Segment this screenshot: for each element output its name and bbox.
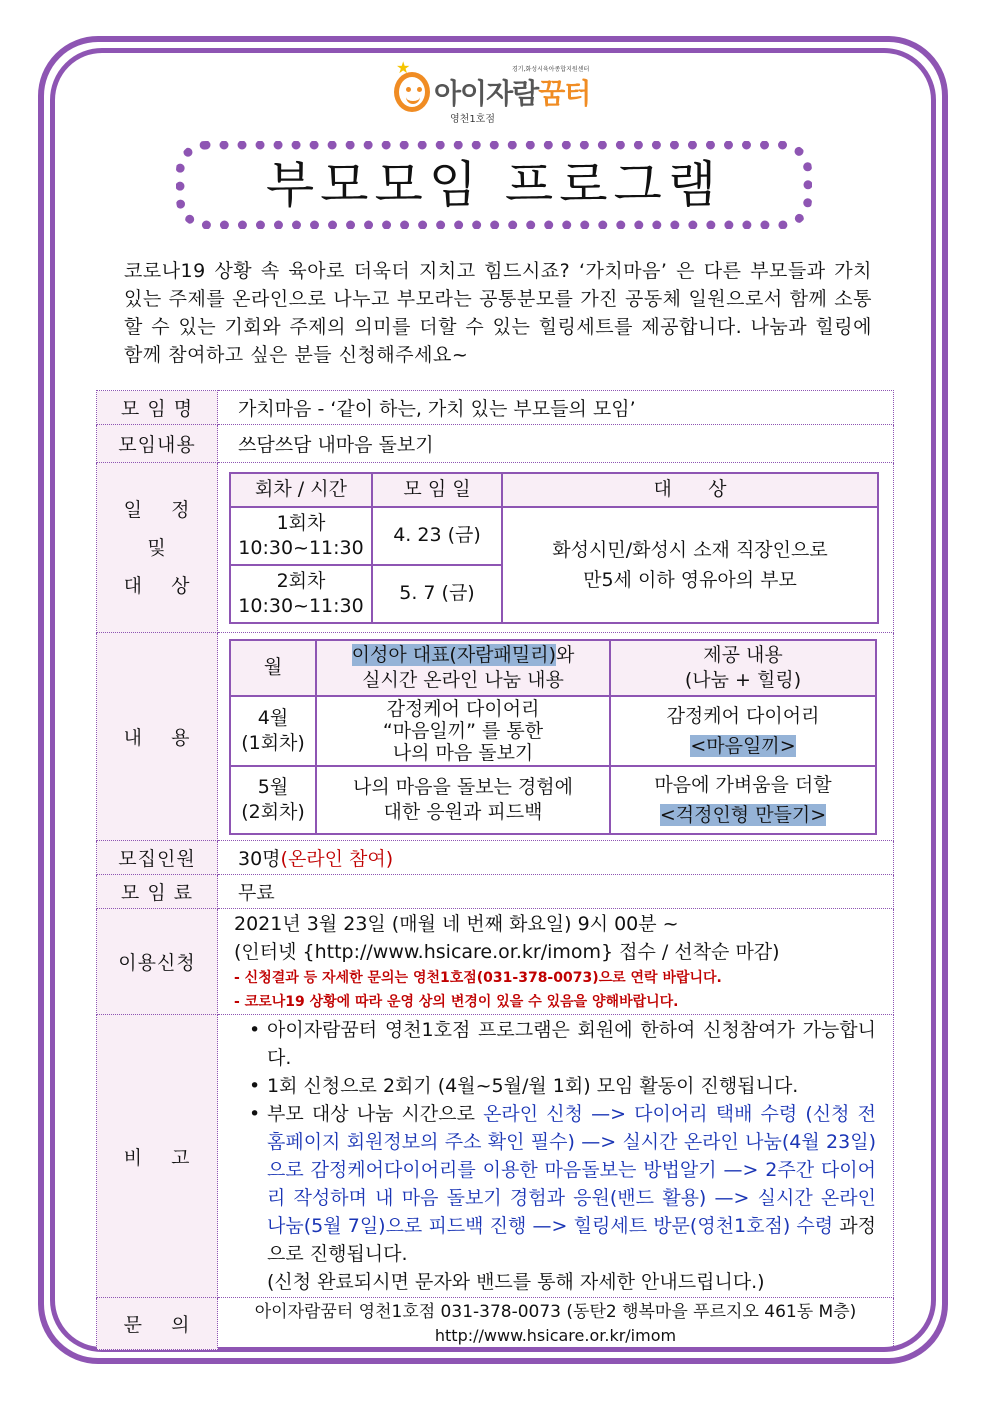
schedule-session: 1회차 10:30~11:30 bbox=[230, 507, 372, 565]
intro-paragraph: 코로나19 상황 속 육아로 더욱더 지치고 힘드시죠? ‘가치마음’ 은 다른 부모들과 가치 있는 주제를 온라인으로 나누고 부모라는 공통분모를 가진 공동체 일원으로서 함께 소통할 수 있는 기회와 주제의 의미를 더할 수 있는 힐링세트를 제공합니다. 나눔과 힐링에 함께 참여하고 싶은 분들 신청해주세요~ bbox=[124, 260, 872, 366]
row-recruit bbox=[97, 841, 894, 875]
schedule-date: 5. 7 (금) bbox=[372, 565, 502, 623]
recruit-label: 모집인원 bbox=[97, 841, 218, 875]
row-fee bbox=[97, 875, 894, 909]
row-remarks bbox=[97, 1015, 894, 1298]
row-content bbox=[97, 633, 894, 841]
star-icon: ★ bbox=[396, 58, 411, 77]
content-mid: 나의 마음을 돌보는 경험에 대한 응원과 피드백 bbox=[316, 766, 610, 834]
smiley-face-icon bbox=[394, 72, 430, 112]
row-apply bbox=[97, 909, 894, 1015]
remark-item: • 부모 대상 나눔 시간으로 온라인 신청 —> 다이어리 택배 수령 (신청 전 홈페이지 회원정보의 주소 확인 필수) —> 실시간 온라인 나눔(4월 23일)으로 감정케어다이어리를 이용한 마음돌보는 방법알기 —> 2주간 다이어리 작성하며 내 마음 돌보기 경험과 응원(밴드 활용) —> 실시간 온라인 나눔(5월 7일)으로 피드백 진행 —> 힐링세트 방문(영천1호점) 수령 과정으로 진행됩니다. (신청 완료되시면 문자와 밴드를 통해 자세한 안내드립니다.) bbox=[249, 1100, 876, 1296]
content-header-right: 제공 내용 (나눔 + 힐링) bbox=[610, 640, 876, 696]
logo bbox=[390, 58, 620, 128]
content-row bbox=[230, 696, 876, 766]
logo-name: 아이자람꿈터 bbox=[434, 77, 591, 110]
content-month: 4월 (1회차) bbox=[230, 696, 316, 766]
remarks-label: 비 고 bbox=[97, 1015, 218, 1298]
schedule-row bbox=[230, 507, 878, 565]
apply-value: 2021년 3월 23일 (매월 네 번째 화요일) 9시 00분 ~ (인터넷 {http://www.hsicare.or.kr/imom} 접수 / 선착순 마감) - 신청결과 등 자세한 문의는 영천1호점(031-378-0073)으로 연락 바랍니다. - 코로나19 상황에 따라 운영 상의 변경이 있을 수 있음을 양해바랍니다. bbox=[218, 909, 894, 1015]
fee-label: 모 임 료 bbox=[97, 875, 218, 909]
remarks-list bbox=[219, 1016, 892, 1296]
row-content-title bbox=[97, 425, 894, 463]
row-schedule bbox=[97, 463, 894, 633]
schedule-target: 화성시민/화성시 소재 직장인으로 만5세 이하 영유아의 부모 bbox=[502, 507, 878, 623]
content-mid: 감정케어 다이어리 “마음일끼” 를 통한 나의 마음 돌보기 bbox=[316, 696, 610, 766]
schedule-cell bbox=[218, 463, 894, 633]
recruit-value: 30명(온라인 참여) bbox=[218, 841, 894, 875]
schedule-label: 일 정 및 대 상 bbox=[97, 463, 218, 633]
content-right: 감정케어 다이어리 <마음일끼> bbox=[610, 696, 876, 766]
remark-item: • 아이자람꿈터 영천1호점 프로그램은 회원에 한하여 신청참여가 가능합니다. bbox=[249, 1016, 876, 1072]
schedule-header-session: 회차 / 시간 bbox=[230, 473, 372, 507]
schedule-table bbox=[229, 472, 879, 624]
remark-item: • 1회 신청으로 2회기 (4월~5월/월 1회) 모임 활동이 진행됩니다. bbox=[249, 1072, 876, 1100]
logo-branch: 영천1호점 bbox=[450, 114, 496, 125]
content-cell bbox=[218, 633, 894, 841]
apply-label: 이용신청 bbox=[97, 909, 218, 1015]
meeting-name-value: 가치마음 - ‘같이 하는, 가치 있는 부모들의 모임’ bbox=[218, 391, 894, 425]
content-month: 5월 (2회차) bbox=[230, 766, 316, 834]
content-right: 마음에 가벼움을 더할 <걱정인형 만들기> bbox=[610, 766, 876, 834]
logo-org: 경기,화성시육아종합지원센터 bbox=[512, 66, 590, 73]
content-header-month: 월 bbox=[230, 640, 316, 696]
content-label: 내 용 bbox=[97, 633, 218, 841]
content-title-label: 모임내용 bbox=[97, 425, 218, 463]
page-title: 부모모임 프로그램 bbox=[265, 156, 723, 214]
content-header-mid: 이성아 대표(자람패밀리)와 실시간 온라인 나눔 내용 bbox=[316, 640, 610, 696]
meeting-name-label: 모 임 명 bbox=[97, 391, 218, 425]
contact-label: 문 의 bbox=[97, 1298, 218, 1350]
fee-value: 무료 bbox=[218, 875, 894, 909]
schedule-header-date: 모 임 일 bbox=[372, 473, 502, 507]
info-table bbox=[96, 390, 894, 1350]
row-meeting-name bbox=[97, 391, 894, 425]
row-contact bbox=[97, 1298, 894, 1350]
schedule-session: 2회차 10:30~11:30 bbox=[230, 565, 372, 623]
content-table bbox=[229, 639, 877, 835]
schedule-date: 4. 23 (금) bbox=[372, 507, 502, 565]
contact-value: 아이자람꿈터 영천1호점 031-378-0073 (동탄2 행복마을 푸르지오 461동 M층) http://www.hsicare.or.kr/imom bbox=[218, 1298, 894, 1350]
content-title-value: 쓰담쓰담 내마음 돌보기 bbox=[218, 425, 894, 463]
content-row bbox=[230, 766, 876, 834]
schedule-header-target: 대 상 bbox=[502, 473, 878, 507]
remarks-value bbox=[218, 1015, 894, 1298]
